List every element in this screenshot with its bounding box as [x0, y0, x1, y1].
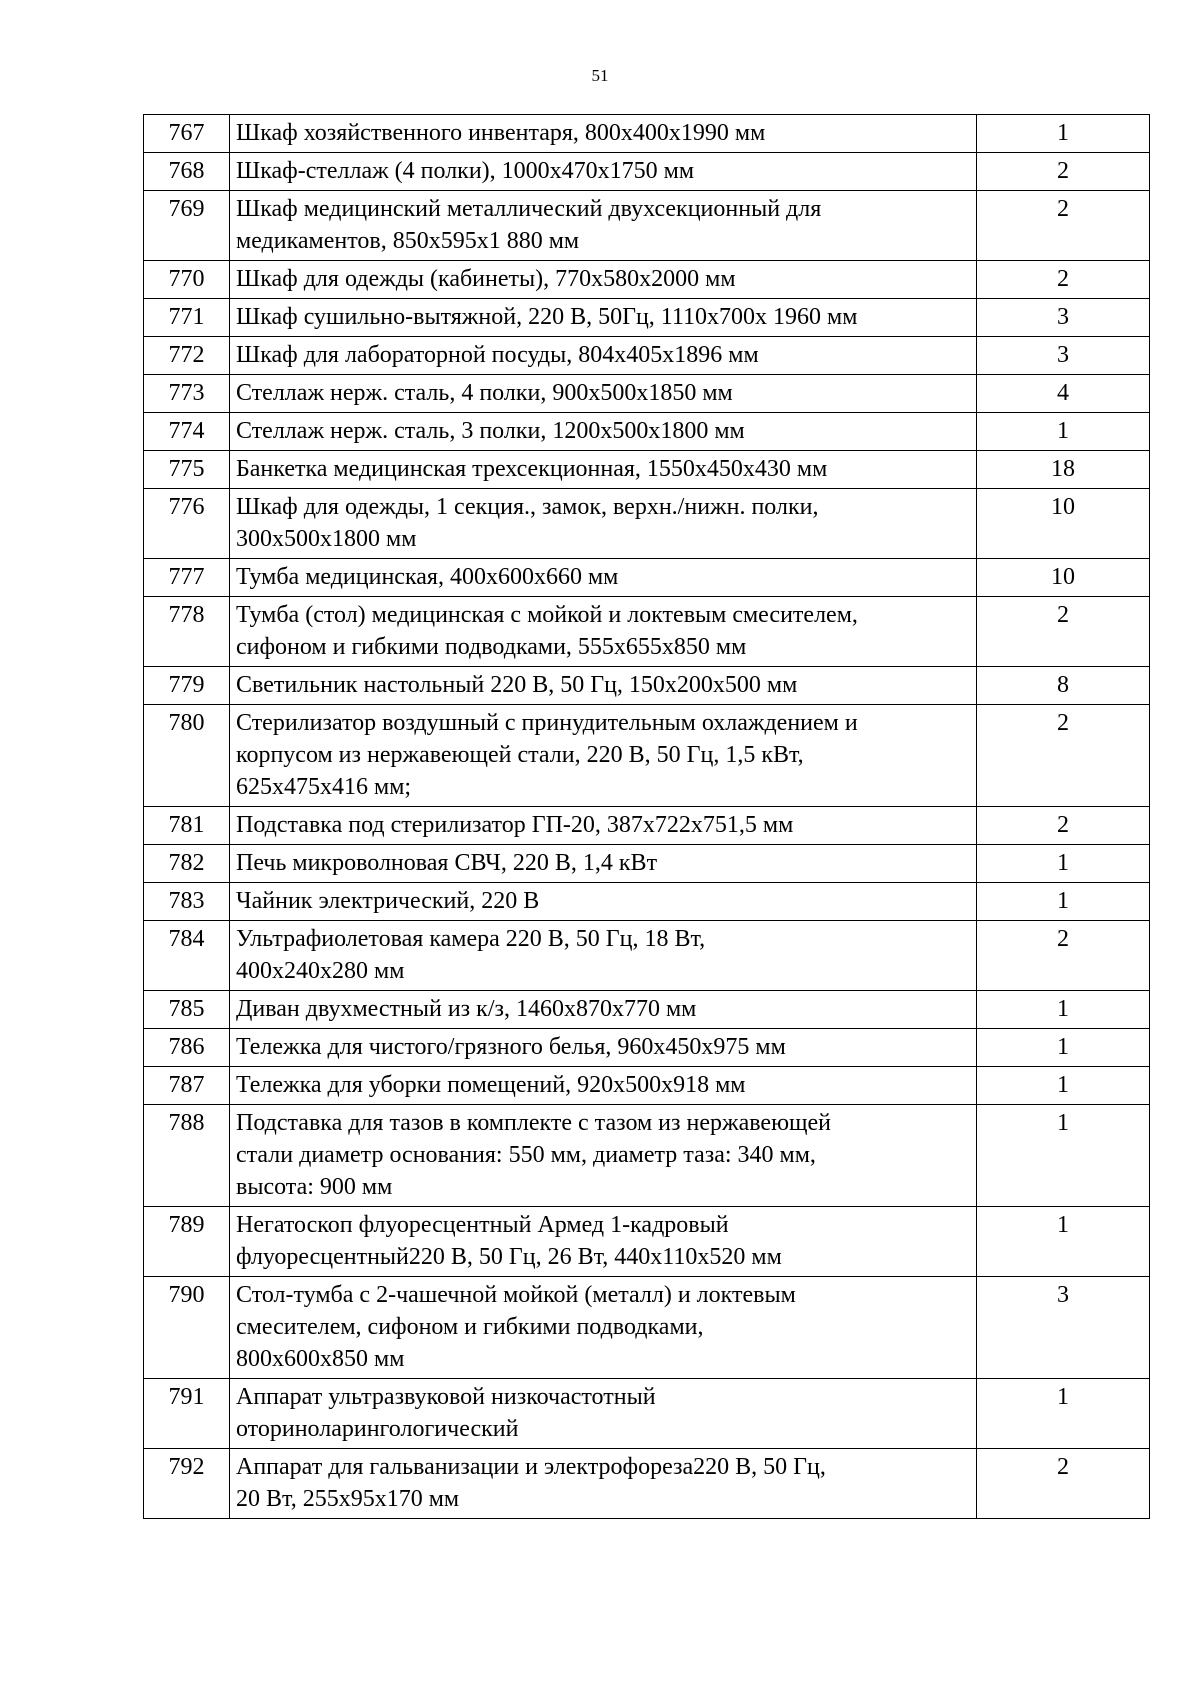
- quantity-cell: 10: [977, 489, 1150, 559]
- table-row: [144, 991, 1150, 1029]
- table-row: [144, 413, 1150, 451]
- table-row: [144, 559, 1150, 597]
- item-name-cell: Шкаф для лабораторной посуды, 804х405х1896 мм: [230, 337, 977, 375]
- item-name-cell: Шкаф хозяйственного инвентаря, 800х400х1990 мм: [230, 115, 977, 153]
- item-name-cell: Светильник настольный 220 В, 50 Гц, 150х200х500 мм: [230, 667, 977, 705]
- item-name-cell: Банкетка медицинская трехсекционная, 1550х450х430 мм: [230, 451, 977, 489]
- row-number-cell: 784: [144, 921, 230, 991]
- equipment-table-body: [144, 115, 1150, 1519]
- table-row: [144, 1207, 1150, 1277]
- quantity-cell: 1: [977, 1105, 1150, 1207]
- quantity-cell: 3: [977, 1277, 1150, 1379]
- table-row: [144, 115, 1150, 153]
- row-number-cell: 787: [144, 1067, 230, 1105]
- row-number-cell: 774: [144, 413, 230, 451]
- quantity-cell: 1: [977, 991, 1150, 1029]
- item-name-cell: Шкаф для одежды (кабинеты), 770х580х2000 мм: [230, 261, 977, 299]
- row-number-cell: 791: [144, 1379, 230, 1449]
- quantity-cell: 8: [977, 667, 1150, 705]
- quantity-cell: 1: [977, 1067, 1150, 1105]
- row-number-cell: 779: [144, 667, 230, 705]
- quantity-cell: 1: [977, 1379, 1150, 1449]
- table-row: [144, 1379, 1150, 1449]
- table-row: [144, 451, 1150, 489]
- table-row: [144, 883, 1150, 921]
- quantity-cell: 3: [977, 337, 1150, 375]
- table-row: [144, 375, 1150, 413]
- item-name-cell: Тумба (стол) медицинская с мойкой и локтевым смесителем, сифоном и гибкими подводками, 555х655х850 мм: [230, 597, 977, 667]
- item-name-cell: Негатоскоп флуоресцентный Армед 1-кадровый флуоресцентный220 В, 50 Гц, 26 Вт, 440х110х520 мм: [230, 1207, 977, 1277]
- row-number-cell: 770: [144, 261, 230, 299]
- quantity-cell: 2: [977, 1449, 1150, 1519]
- table-row: [144, 705, 1150, 807]
- quantity-cell: 2: [977, 921, 1150, 991]
- table-row: [144, 261, 1150, 299]
- quantity-cell: 2: [977, 705, 1150, 807]
- row-number-cell: 786: [144, 1029, 230, 1067]
- table-row: [144, 845, 1150, 883]
- quantity-cell: 10: [977, 559, 1150, 597]
- item-name-cell: Аппарат для гальванизации и электрофореза220 В, 50 Гц, 20 Вт, 255х95х170 мм: [230, 1449, 977, 1519]
- table-row: [144, 153, 1150, 191]
- table-row: [144, 921, 1150, 991]
- table-row: [144, 191, 1150, 261]
- item-name-cell: Шкаф сушильно-вытяжной, 220 В, 50Гц, 1110х700х 1960 мм: [230, 299, 977, 337]
- quantity-cell: 18: [977, 451, 1150, 489]
- row-number-cell: 781: [144, 807, 230, 845]
- item-name-cell: Подставка для тазов в комплекте с тазом из нержавеющей стали диаметр основания: 550 мм, диаметр таза: 340 мм, высота: 900 мм: [230, 1105, 977, 1207]
- table-row: [144, 1067, 1150, 1105]
- quantity-cell: 2: [977, 807, 1150, 845]
- row-number-cell: 792: [144, 1449, 230, 1519]
- row-number-cell: 771: [144, 299, 230, 337]
- row-number-cell: 777: [144, 559, 230, 597]
- item-name-cell: Ультрафиолетовая камера 220 В, 50 Гц, 18 Вт, 400х240х280 мм: [230, 921, 977, 991]
- quantity-cell: 1: [977, 883, 1150, 921]
- item-name-cell: Чайник электрический, 220 В: [230, 883, 977, 921]
- quantity-cell: 4: [977, 375, 1150, 413]
- item-name-cell: Шкаф-стеллаж (4 полки), 1000х470х1750 мм: [230, 153, 977, 191]
- table-row: [144, 667, 1150, 705]
- quantity-cell: 1: [977, 845, 1150, 883]
- table-row: [144, 1105, 1150, 1207]
- table-row: [144, 1277, 1150, 1379]
- item-name-cell: Стеллаж нерж. сталь, 3 полки, 1200х500х1800 мм: [230, 413, 977, 451]
- item-name-cell: Стеллаж нерж. сталь, 4 полки, 900х500х1850 мм: [230, 375, 977, 413]
- row-number-cell: 769: [144, 191, 230, 261]
- equipment-table: [143, 114, 1150, 1519]
- quantity-cell: 3: [977, 299, 1150, 337]
- quantity-cell: 1: [977, 1029, 1150, 1067]
- item-name-cell: Диван двухместный из к/з, 1460х870х770 мм: [230, 991, 977, 1029]
- quantity-cell: 2: [977, 153, 1150, 191]
- item-name-cell: Аппарат ультразвуковой низкочастотный оториноларингологический: [230, 1379, 977, 1449]
- row-number-cell: 780: [144, 705, 230, 807]
- row-number-cell: 775: [144, 451, 230, 489]
- quantity-cell: 1: [977, 413, 1150, 451]
- row-number-cell: 772: [144, 337, 230, 375]
- table-row: [144, 299, 1150, 337]
- quantity-cell: 2: [977, 191, 1150, 261]
- item-name-cell: Тележка для уборки помещений, 920х500х918 мм: [230, 1067, 977, 1105]
- row-number-cell: 778: [144, 597, 230, 667]
- row-number-cell: 785: [144, 991, 230, 1029]
- item-name-cell: Тележка для чистого/грязного белья, 960х450х975 мм: [230, 1029, 977, 1067]
- row-number-cell: 783: [144, 883, 230, 921]
- row-number-cell: 782: [144, 845, 230, 883]
- row-number-cell: 767: [144, 115, 230, 153]
- item-name-cell: Стол-тумба с 2-чашечной мойкой (металл) и локтевым смесителем, сифоном и гибкими подводками, 800х600х850 мм: [230, 1277, 977, 1379]
- row-number-cell: 789: [144, 1207, 230, 1277]
- table-row: [144, 1449, 1150, 1519]
- page-number: 51: [591, 66, 609, 85]
- item-name-cell: Стерилизатор воздушный с принудительным охлаждением и корпусом из нержавеющей стали, 220 В, 50 Гц, 1,5 кВт, 625х475х416 мм;: [230, 705, 977, 807]
- row-number-cell: 790: [144, 1277, 230, 1379]
- quantity-cell: 2: [977, 597, 1150, 667]
- table-row: [144, 337, 1150, 375]
- item-name-cell: Шкаф для одежды, 1 секция., замок, верхн./нижн. полки, 300х500х1800 мм: [230, 489, 977, 559]
- table-row: [144, 807, 1150, 845]
- table-row: [144, 597, 1150, 667]
- quantity-cell: 1: [977, 115, 1150, 153]
- row-number-cell: 788: [144, 1105, 230, 1207]
- item-name-cell: Подставка под стерилизатор ГП-20, 387х722х751,5 мм: [230, 807, 977, 845]
- row-number-cell: 768: [144, 153, 230, 191]
- quantity-cell: 2: [977, 261, 1150, 299]
- quantity-cell: 1: [977, 1207, 1150, 1277]
- row-number-cell: 776: [144, 489, 230, 559]
- table-row: [144, 1029, 1150, 1067]
- item-name-cell: Шкаф медицинский металлический двухсекционный для медикаментов, 850х595х1 880 мм: [230, 191, 977, 261]
- row-number-cell: 773: [144, 375, 230, 413]
- table-row: [144, 489, 1150, 559]
- item-name-cell: Тумба медицинская, 400х600х660 мм: [230, 559, 977, 597]
- item-name-cell: Печь микроволновая СВЧ, 220 В, 1,4 кВт: [230, 845, 977, 883]
